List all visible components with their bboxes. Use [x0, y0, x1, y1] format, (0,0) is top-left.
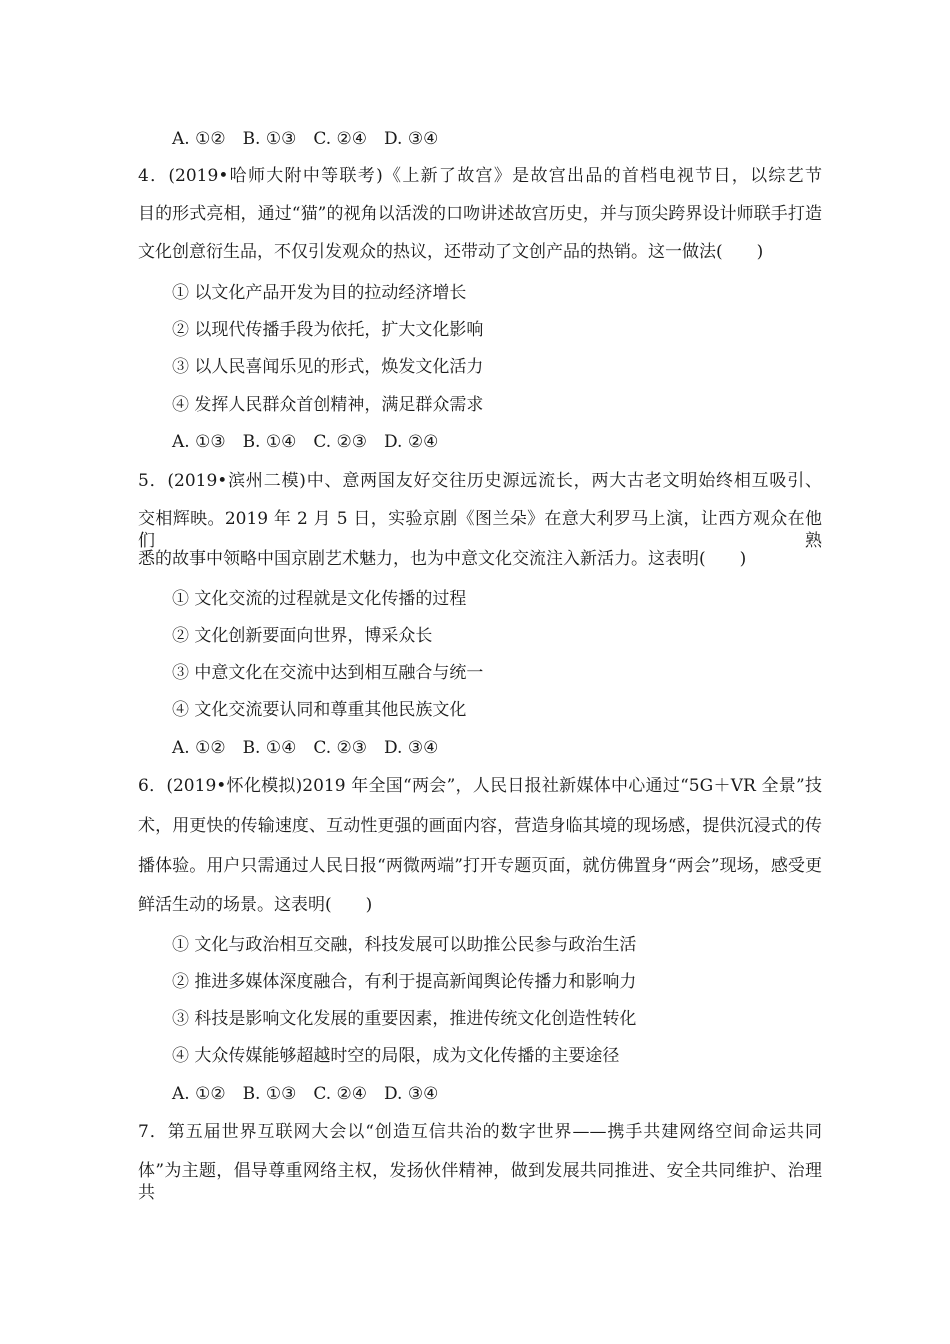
q5-option-2: ② 文化创新要面向世界，博采众长 — [172, 626, 433, 646]
q6-stem-line-2: 术，用更快的传输速度、互动性更强的画面内容，营造身临其境的现场感，提供沉浸式的传 — [138, 816, 822, 836]
q4-option-4: ④ 发挥人民群众首创精神，满足群众需求 — [172, 395, 484, 415]
q5-stem-line-2: 交相辉映。2019 年 2 月 5 日，实验京剧《图兰朵》在意大利罗马上演，让西方观众在他们熟 — [138, 509, 822, 551]
q6-choices: A. ①② B. ①③ C. ②④ D. ③④ — [172, 1084, 439, 1104]
q4-option-3: ③ 以人民喜闻乐见的形式，焕发文化活力 — [172, 357, 484, 377]
q4-option-1: ① 以文化产品开发为目的拉动经济增长 — [172, 283, 467, 303]
q4-stem-line-1: 4．(2019•哈师大附中等联考)《上新了故宫》是故宫出品的首档电视节日，以综艺节 — [138, 166, 822, 186]
q6-stem-line-4: 鲜活生动的场景。这表明( ) — [138, 895, 373, 915]
q5-stem-line-3: 悉的故事中领略中国京剧艺术魅力，也为中意文化交流注入新活力。这表明( ) — [138, 549, 747, 569]
q6-option-4: ④ 大众传媒能够超越时空的局限，成为文化传播的主要途径 — [172, 1046, 620, 1066]
q6-option-1: ① 文化与政治相互交融，科技发展可以助推公民参与政治生活 — [172, 935, 637, 955]
q4-stem-line-3: 文化创意衍生品，不仅引发观众的热议，还带动了文创产品的热销。这一做法( ) — [138, 242, 764, 262]
q5-choices: A. ①② B. ①④ C. ②③ D. ③④ — [172, 738, 439, 758]
q5-option-4: ④ 文化交流要认同和尊重其他民族文化 — [172, 700, 467, 720]
q5-option-1: ① 文化交流的过程就是文化传播的过程 — [172, 589, 467, 609]
q6-option-2: ② 推进多媒体深度融合，有利于提高新闻舆论传播力和影响力 — [172, 972, 637, 992]
q6-option-3: ③ 科技是影响文化发展的重要因素，推进传统文化创造性转化 — [172, 1009, 637, 1029]
q6-stem-line-3: 播体验。用户只需通过人民日报“两微两端”打开专题页面，就仿佛置身“两会”现场，感受更 — [138, 856, 822, 876]
q3-choices: A. ①② B. ①③ C. ②④ D. ③④ — [172, 129, 439, 149]
q7-stem-line-1: 7．第五届世界互联网大会以“创造互信共治的数字世界——携手共建网络空间命运共同 — [138, 1122, 822, 1142]
q4-option-2: ② 以现代传播手段为依托，扩大文化影响 — [172, 320, 484, 340]
q4-choices: A. ①③ B. ①④ C. ②③ D. ②④ — [172, 432, 439, 452]
q5-stem-line-1: 5．(2019•滨州二模)中、意两国友好交往历史源远流长，两大古老文明始终相互吸引、 — [138, 471, 822, 491]
q7-stem-line-2: 体”为主题，倡导尊重网络主权，发扬伙伴精神，做到发展共同推进、安全共同维护、治理共 — [138, 1161, 822, 1203]
q5-option-3: ③ 中意文化在交流中达到相互融合与统一 — [172, 663, 484, 683]
q4-stem-line-2: 目的形式亮相，通过“猫”的视角以活泼的口吻讲述故宫历史，并与顶尖跨界设计师联手打造 — [138, 204, 822, 224]
q6-stem-line-1: 6．(2019•怀化模拟)2019 年全国“两会”，人民日报社新媒体中心通过“5G＋VR 全景”技 — [138, 776, 822, 796]
